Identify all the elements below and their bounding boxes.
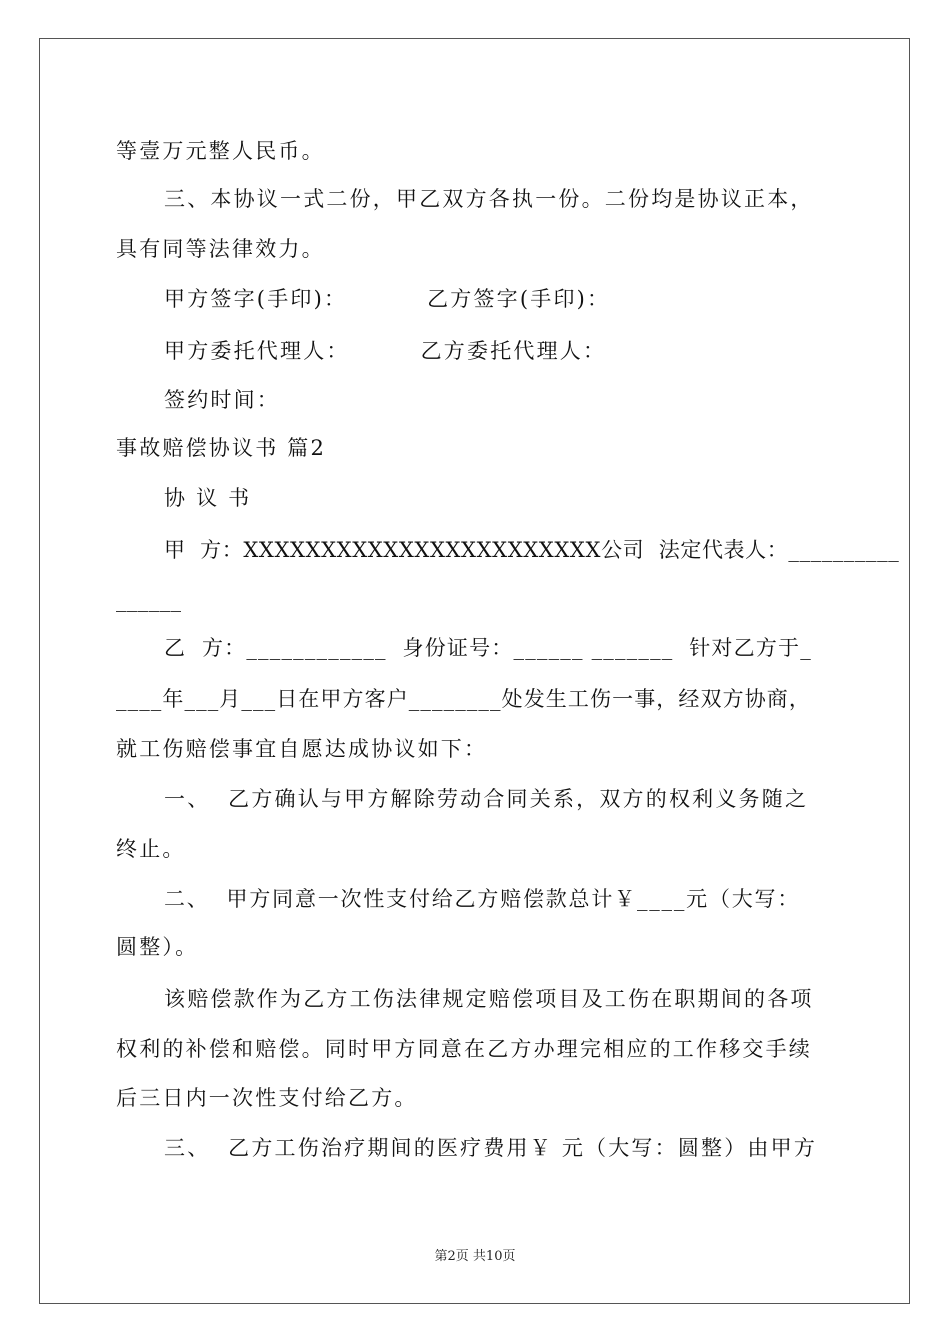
page-border: [39, 38, 910, 1304]
clause-one-line: 一、 乙方确认与甲方解除劳动合同关系，双方的权利义务随之: [164, 787, 809, 811]
signature-line: 甲方签字(手印)： 乙方签字(手印)：: [164, 287, 611, 311]
text-line: 等壹万元整人民币。: [116, 139, 325, 163]
section-heading: 事故赔偿协议书 篇2: [116, 436, 327, 460]
party-b-line: 乙 方：____________ 身份证号：______ _______ 针对乙方于_: [164, 636, 812, 660]
text-line: 圆整）。: [116, 935, 199, 959]
agreement-title: 协 议 书: [164, 486, 252, 510]
text-line: 具有同等法律效力。: [116, 237, 325, 261]
text-line: 终止。: [116, 837, 186, 861]
text-line: ______: [116, 588, 182, 612]
clause-two-line: 二、 甲方同意一次性支付给乙方赔偿款总计￥____元（大写：: [164, 887, 801, 911]
text-line: ____年___月___日在甲方客户________处发生工伤一事，经双方协商，: [116, 687, 811, 711]
signing-date-line: 签约时间：: [164, 388, 280, 412]
clause-three-medical-line: 三、 乙方工伤治疗期间的医疗费用￥ 元（大写：圆整）由甲方: [164, 1136, 818, 1160]
page-number: 第2页 共10页: [434, 1249, 516, 1264]
agent-line: 甲方委托代理人： 乙方委托代理人：: [164, 339, 607, 363]
text-line: 后三日内一次性支付给乙方。: [116, 1086, 418, 1110]
clause-three-line: 三、本协议一式二份，甲乙双方各执一份。二份均是协议正本，: [164, 187, 814, 211]
text-line: 权利的补偿和赔偿。同时甲方同意在乙方办理完相应的工作移交手续: [116, 1037, 812, 1061]
party-a-line: 甲 方：XXXXXXXXXXXXXXXXXXXXXXX公司 法定代表人：__________: [164, 538, 900, 562]
text-line: 就工伤赔偿事宜自愿达成协议如下：: [116, 737, 488, 761]
compensation-paragraph: 该赔偿款作为乙方工伤法律规定赔偿项目及工伤在职期间的各项: [164, 987, 814, 1011]
